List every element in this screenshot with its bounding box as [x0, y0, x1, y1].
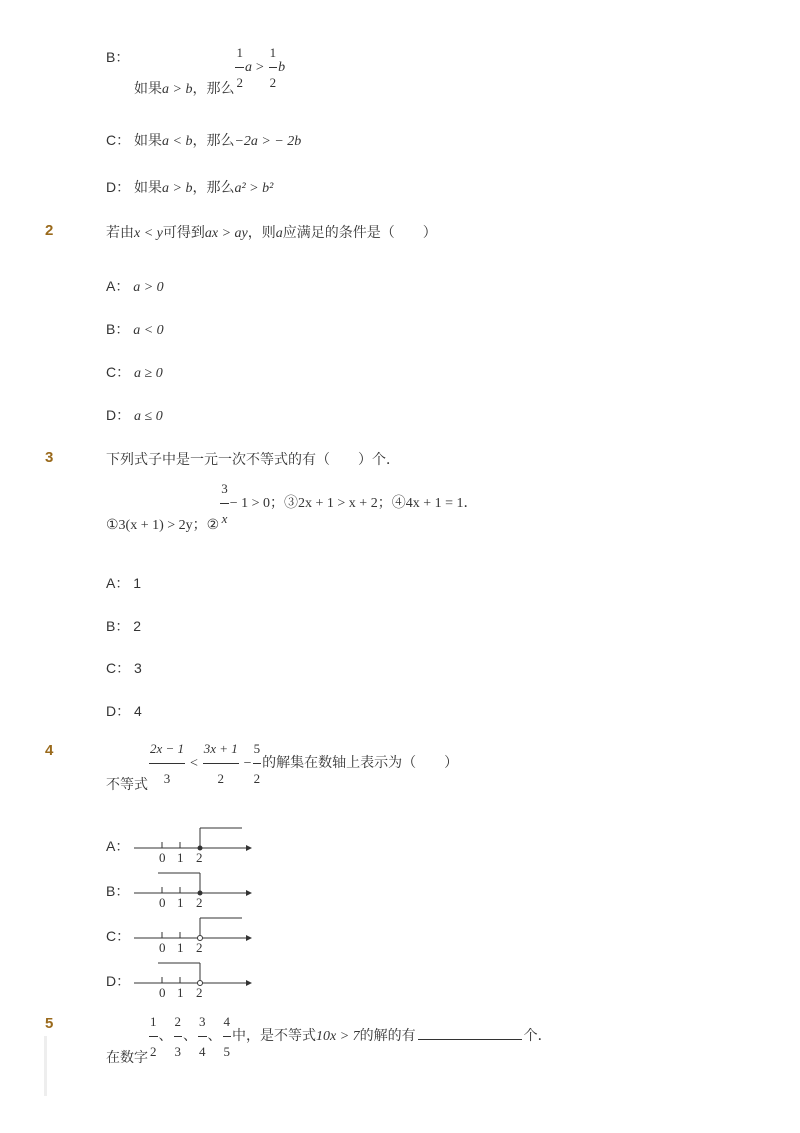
q1-b-f1-den: 2	[236, 75, 243, 90]
q5-fraction-1	[149, 1015, 158, 1058]
q4-b-tick-0: 0	[159, 895, 166, 909]
q1-c-condition: a < b	[162, 134, 193, 149]
q1-d-prefix: 如果	[134, 179, 163, 195]
q2-b-value: a < 0	[133, 323, 164, 338]
q4-fraction-3	[253, 742, 262, 785]
q1-c-label: C：	[106, 132, 131, 148]
q3-number: 3	[45, 449, 54, 466]
q4-option-c-label[interactable]: C：	[106, 928, 131, 944]
q2-s3: ，则	[247, 224, 276, 240]
q1-b-var1: a	[244, 60, 252, 76]
q2-m2: ax > ay	[204, 226, 248, 241]
q2-c-value: a ≥ 0	[134, 366, 163, 381]
q5-fraction-3	[198, 1015, 207, 1058]
q4-option-d-number-line[interactable]	[130, 959, 255, 999]
q4-f1-num: 2x − 1	[150, 741, 185, 756]
q4-lt: <	[189, 756, 198, 772]
q2-a-value: a > 0	[133, 280, 164, 295]
q3-d-label: D：	[106, 703, 131, 719]
q5-answer-blank[interactable]	[418, 1027, 522, 1040]
q2-m3: a	[275, 226, 283, 241]
q4-c-tick-1: 1	[177, 940, 184, 954]
q1-option-b-text	[134, 45, 286, 98]
q3-e1: ①3(x + 1) > 2y；②	[106, 518, 220, 534]
q3-b-value: 2	[133, 618, 142, 634]
q1-c-prefix: 如果	[134, 132, 163, 148]
q1-c-mid: ，那么	[192, 132, 235, 148]
q4-a-tick-0: 0	[159, 850, 166, 864]
q4-d-tick-1: 1	[177, 985, 184, 999]
q3-f-den: x	[221, 511, 228, 526]
q3-fraction	[220, 482, 229, 525]
q3-e2: − 1 > 0；③2x + 1 > x + 2；④4x + 1 = 1．	[229, 496, 478, 512]
q1-b-f2-den: 2	[269, 75, 277, 90]
q3-c-label: C：	[106, 660, 131, 676]
q5-f4-num: 4	[223, 1014, 230, 1029]
q1-option-d	[106, 177, 273, 197]
q1-option-c	[106, 130, 301, 150]
q4-b-tick-2: 2	[196, 895, 203, 909]
q2-b-label: B：	[106, 321, 130, 337]
q2-c-label: C：	[106, 364, 131, 380]
q3-option-c[interactable]	[106, 658, 142, 678]
q1-b-fraction-1	[235, 46, 244, 89]
q4-fraction-2	[203, 742, 239, 785]
q1-d-mid: ，那么	[192, 179, 235, 195]
q4-number: 4	[45, 742, 54, 759]
q4-c-tick-0: 0	[159, 940, 166, 954]
q1-d-label: D：	[106, 179, 131, 195]
q3-expressions	[106, 481, 478, 534]
q2-stem	[106, 222, 437, 242]
q4-f2-num: 3x + 1	[203, 741, 238, 756]
q5-fraction-4	[223, 1015, 232, 1058]
q1-b-var2: b	[278, 60, 286, 76]
q5-s3: 的解的有	[359, 1027, 416, 1044]
left-margin-bar	[44, 1036, 47, 1096]
q1-b-mid: ，那么	[192, 80, 235, 97]
q4-option-a-number-line[interactable]	[130, 824, 255, 864]
q5-f2-den: 3	[174, 1044, 181, 1059]
q5-f3-num: 3	[199, 1014, 206, 1029]
q4-option-c-number-line[interactable]	[130, 914, 255, 954]
q4-f1-den: 3	[163, 771, 171, 786]
q2-option-d[interactable]	[106, 405, 163, 425]
q3-d-value: 4	[134, 703, 142, 719]
q5-number: 5	[45, 1015, 54, 1032]
q1-c-expr: −2a > − 2b	[234, 134, 302, 149]
q1-b-prefix: 如果	[134, 80, 162, 97]
q2-d-value: a ≤ 0	[134, 409, 163, 424]
q5-s1: 在数字	[106, 1049, 148, 1066]
q5-f3-den: 4	[199, 1044, 206, 1059]
q2-d-label: D：	[106, 407, 131, 423]
q1-b-fraction-2	[269, 46, 278, 89]
q5-s4: 个．	[523, 1027, 552, 1044]
q3-a-label: A：	[106, 575, 130, 591]
q1-d-expr: a² > b²	[234, 181, 274, 196]
q2-option-a[interactable]	[106, 276, 164, 296]
q3-f-num: 3	[221, 481, 228, 496]
q5-f4-den: 5	[223, 1044, 230, 1059]
q5-s2: 中，是不等式	[232, 1027, 316, 1044]
q4-a-tick-2: 2	[196, 850, 203, 864]
q3-a-value: 1	[133, 575, 142, 591]
q4-b-tick-1: 1	[177, 895, 184, 909]
q4-d-tick-2: 2	[196, 985, 203, 999]
q1-b-f2-num: 1	[269, 45, 277, 60]
q4-stem	[106, 741, 459, 793]
q2-s2: 可得到	[162, 224, 205, 240]
q4-option-b-label[interactable]: B：	[106, 883, 130, 899]
q1-b-gt: >	[255, 60, 264, 76]
q3-c-value: 3	[134, 660, 142, 676]
q4-s1: 不等式	[106, 776, 148, 793]
q5-sep-1: 、	[158, 1027, 173, 1044]
q5-fraction-2	[174, 1015, 183, 1058]
q1-option-b-label: B：	[106, 49, 130, 65]
q1-b-condition: a > b	[162, 82, 193, 98]
q5-f1-num: 1	[150, 1014, 157, 1029]
q2-option-c[interactable]	[106, 362, 163, 382]
q5-sep-3: 、	[207, 1027, 222, 1044]
q5-m1: 10x > 7	[316, 1029, 360, 1045]
q5-f1-den: 2	[150, 1044, 157, 1059]
q4-f2-den: 2	[217, 771, 224, 786]
q5-stem	[106, 1014, 552, 1066]
q3-b-label: B：	[106, 618, 130, 634]
q1-b-f1-num: 1	[236, 45, 243, 60]
q1-d-condition: a > b	[162, 181, 193, 196]
q2-option-b[interactable]	[106, 319, 164, 339]
q3-option-a[interactable]	[106, 573, 141, 593]
q3-option-d[interactable]	[106, 701, 142, 721]
q2-s4: 应满足的条件是（ ）	[282, 224, 437, 240]
q2-a-label: A：	[106, 278, 130, 294]
q4-s2: 的解集在数轴上表示为（ ）	[262, 754, 459, 771]
q4-minus: −	[243, 756, 252, 772]
q2-m1: x < y	[134, 226, 163, 241]
q4-d-tick-0: 0	[159, 985, 166, 999]
q5-sep-2: 、	[183, 1027, 197, 1044]
q2-number: 2	[45, 222, 54, 239]
q4-a-tick-1: 1	[177, 850, 184, 864]
q4-f3-num: 5	[253, 741, 261, 756]
q5-f2-num: 2	[174, 1014, 181, 1029]
q4-option-b-number-line[interactable]	[130, 869, 255, 909]
q4-c-tick-2: 2	[196, 940, 203, 954]
q4-option-d-label[interactable]: D：	[106, 973, 131, 989]
q2-s1: 若由	[106, 224, 134, 240]
q3-option-b[interactable]	[106, 616, 141, 636]
q3-stem: 下列式子中是一元一次不等式的有（ ）个．	[106, 451, 400, 467]
q4-option-a-label[interactable]: A：	[106, 838, 130, 854]
q4-f3-den: 2	[253, 771, 261, 786]
q4-fraction-1	[149, 742, 185, 785]
